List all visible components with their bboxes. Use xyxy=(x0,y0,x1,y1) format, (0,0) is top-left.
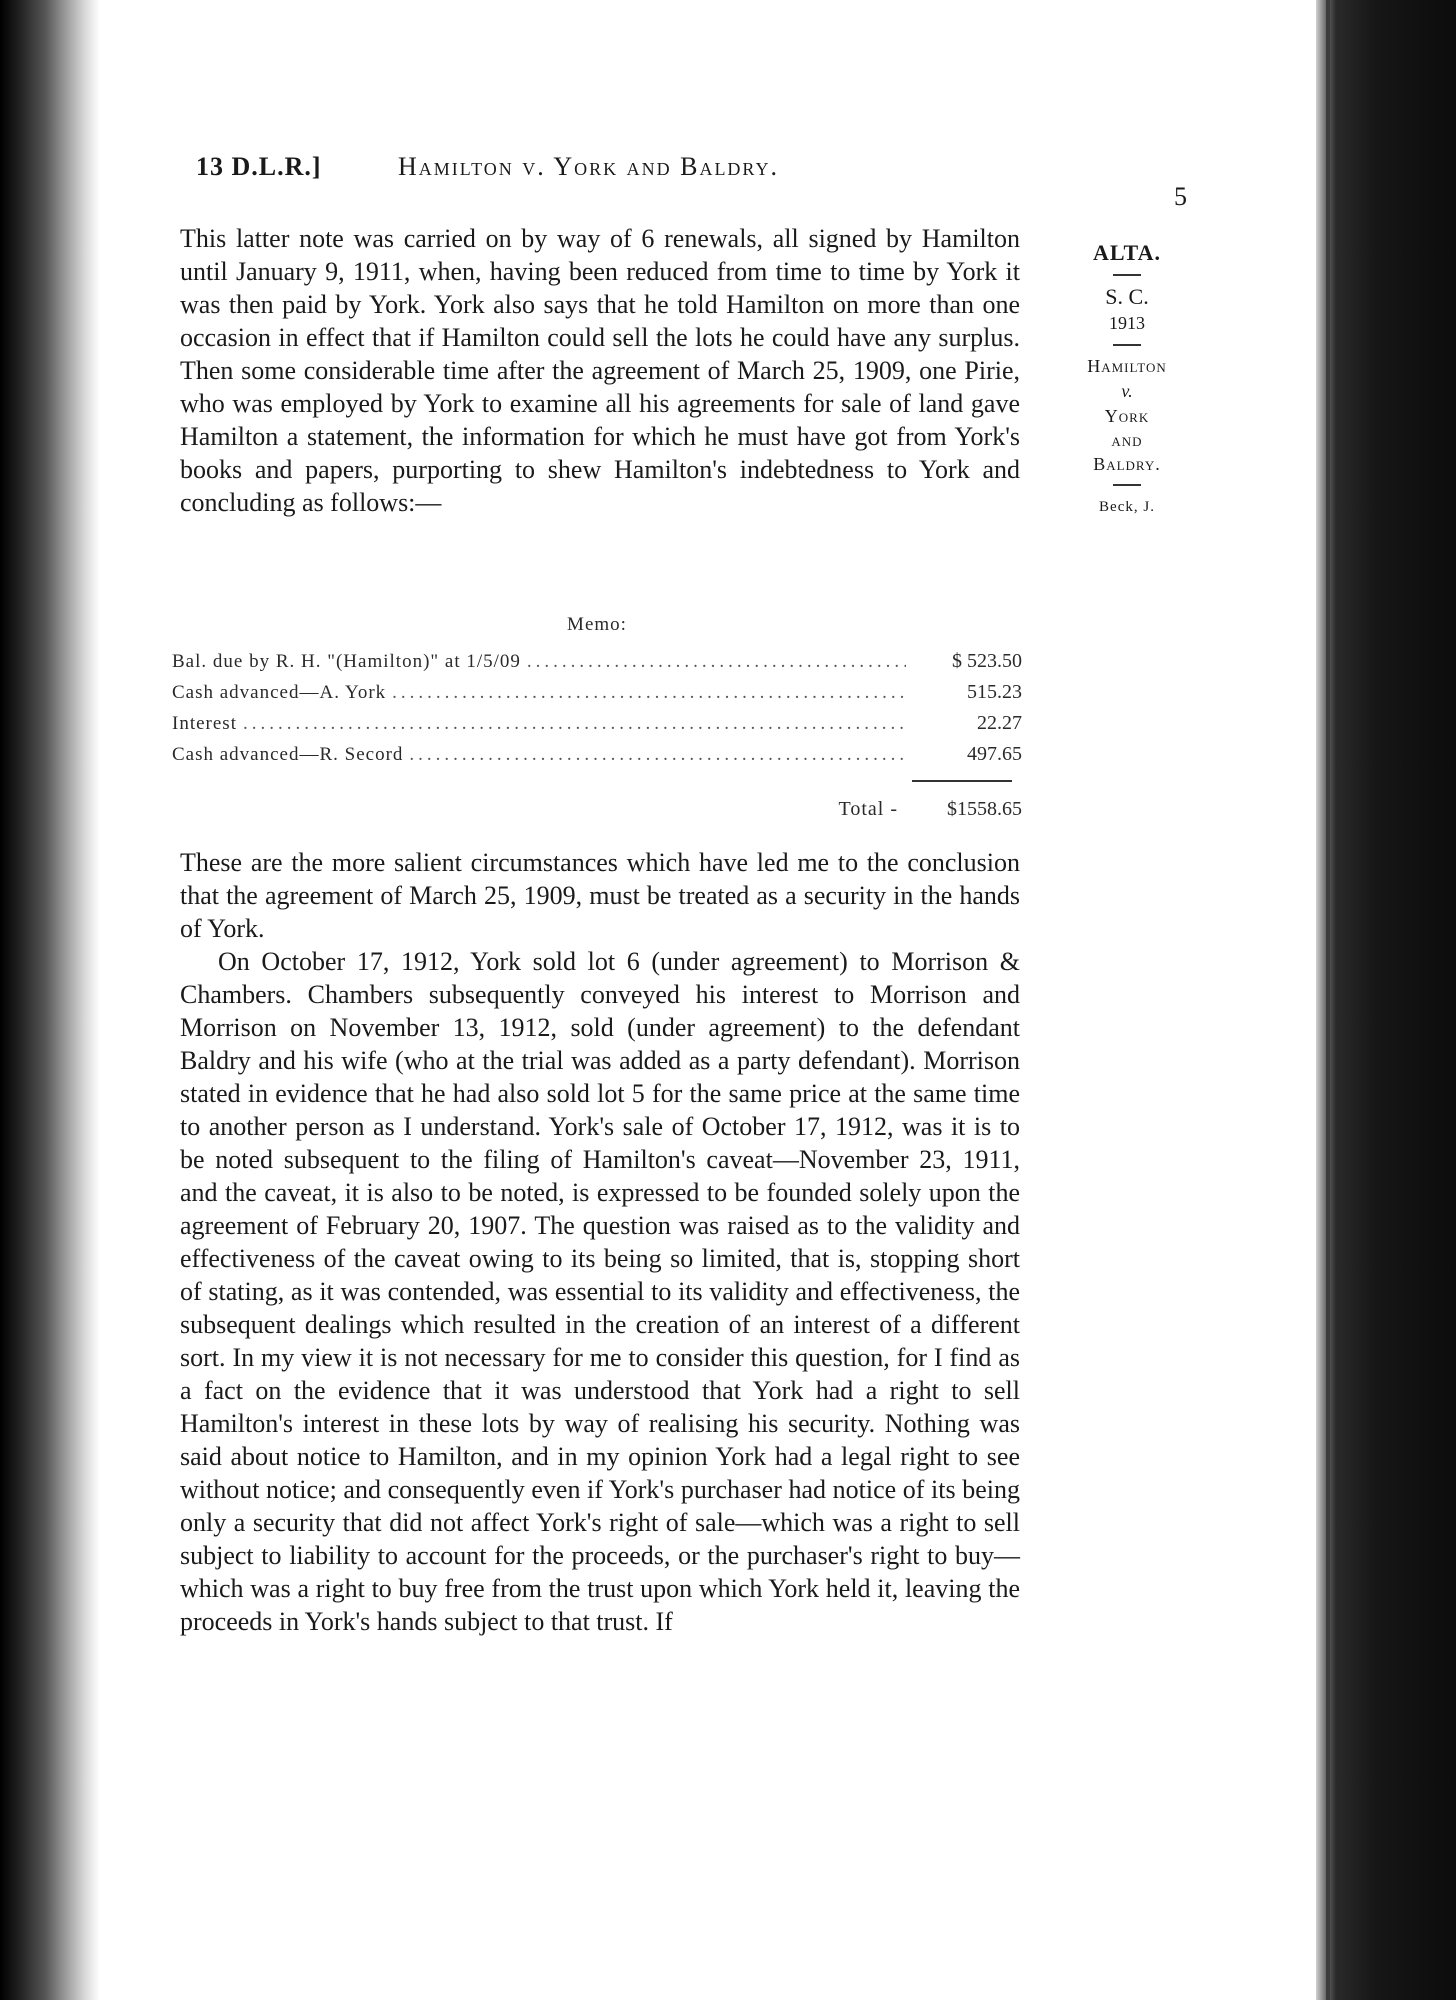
memo-row xyxy=(172,712,1022,743)
dot-leader xyxy=(392,682,906,704)
paragraph: On October 17, 1912, York sold lot 6 (under agreement) to Morrison & Chambers. Chambers subsequently conveyed his interest to Morrison and Morrison on November 13, 1912, sold (under agreement) to the defendant Baldry and his wife (who at the trial was added as a party defendant). Morrison stated in evidence that he had also sold lot 5 for the same price at the same time to another person as I understand. York's sale of October 17, 1912, was it is to be noted subsequent to the filing of Hamilton's caveat—November 23, 1911, and the caveat, it is also to be noted, is expressed to be founded solely upon the agreement of February 20, 1907. The question was raised as to the validity and effectiveness of the caveat owing to its being so limited, that is, stopping short of stating, as it was contended, was essential to its validity and effectiveness, the subsequent dealings which resulted in the creation of an interest of a different sort. In my view it is not necessary for me to consider this question, for I find as a fact on the evidence that it was understood that York had a right to sell Hamilton's interest in these lots by way of realising his security. Nothing was said about notice to Hamilton, and in my opinion York had a legal right to see without notice; and consequently even if York's purchaser had notice of its being only a security that did not affect York's right of sale—which was a right to sell subject to liability to account for the proceeds, or the purchaser's right to buy—which was a right to buy free from the trust upon which York held it, leaving the proceeds in York's hands subject to that trust. If xyxy=(180,947,1020,1636)
paragraph: This latter note was carried on by way of 6 renewals, all signed by Hamilton until January 9, 1911, when, having been reduced from time to time by York it was then paid by York. York also says that he told Hamilton on more than one occasion in effect that if Hamilton could sell the lots he could have any surplus. Then some considerable time after the agreement of March 25, 1909, one Pirie, who was employed by York to examine all his agreements for sale of land gave Hamilton a statement, the information for which he must have got from York's books and papers, purporting to shew Hamilton's indebtedness to York and concluding as follows:— xyxy=(180,224,1020,517)
memo-row-amount: 497.65 xyxy=(967,743,1022,765)
case-title: Hamilton v. York and Baldry. xyxy=(398,152,779,181)
memo-row-label: Cash advanced—R. Secord xyxy=(172,744,404,765)
report-citation: 13 D.L.R.] xyxy=(196,152,322,181)
margin-year: 1913 xyxy=(1109,313,1145,333)
memo-total-label: Total - xyxy=(838,798,898,820)
body-text-top xyxy=(180,222,1020,519)
margin-rule xyxy=(1113,274,1141,276)
margin-case-party: Hamilton xyxy=(1087,356,1167,376)
running-head xyxy=(196,152,1226,211)
memo-row-label: Bal. due by R. H. "(Hamilton)" at 1/5/09 xyxy=(172,651,521,672)
memo-total xyxy=(172,798,1022,821)
margin-province: ALTA. xyxy=(1093,240,1161,265)
memo-statement xyxy=(172,614,1022,821)
memo-row xyxy=(172,650,1022,681)
memo-total-amount: $1558.65 xyxy=(947,798,1022,820)
margin-case-party: Baldry. xyxy=(1093,454,1161,474)
memo-row xyxy=(172,743,1022,774)
total-rule xyxy=(912,780,1012,798)
memo-row-label: Interest xyxy=(172,713,237,734)
page-number: 5 xyxy=(1174,182,1187,211)
margin-case-party: York xyxy=(1104,406,1150,426)
memo-row xyxy=(172,681,1022,712)
memo-heading: Memo: xyxy=(567,614,627,635)
memo-row-amount: $ 523.50 xyxy=(952,650,1022,672)
margin-court: S. C. xyxy=(1105,284,1149,309)
margin-case-versus: v. xyxy=(1121,381,1133,401)
margin-note xyxy=(1062,240,1192,520)
memo-row-label: Cash advanced—A. York xyxy=(172,682,387,703)
margin-rule xyxy=(1113,344,1141,346)
memo-row-amount: 515.23 xyxy=(967,681,1022,703)
paragraph: These are the more salient circumstances which have led me to the conclusion that the agreement of March 25, 1909, must be treated as a security in the hands of York. xyxy=(180,848,1020,943)
memo-row-amount: 22.27 xyxy=(977,712,1022,734)
body-text-bottom xyxy=(180,846,1020,1638)
margin-rule xyxy=(1113,484,1141,486)
dot-leader xyxy=(527,651,906,673)
dot-leader xyxy=(409,744,906,766)
margin-judge: Beck, J. xyxy=(1099,499,1155,515)
margin-case-conjunction: and xyxy=(1111,430,1143,450)
dot-leader xyxy=(243,713,906,735)
